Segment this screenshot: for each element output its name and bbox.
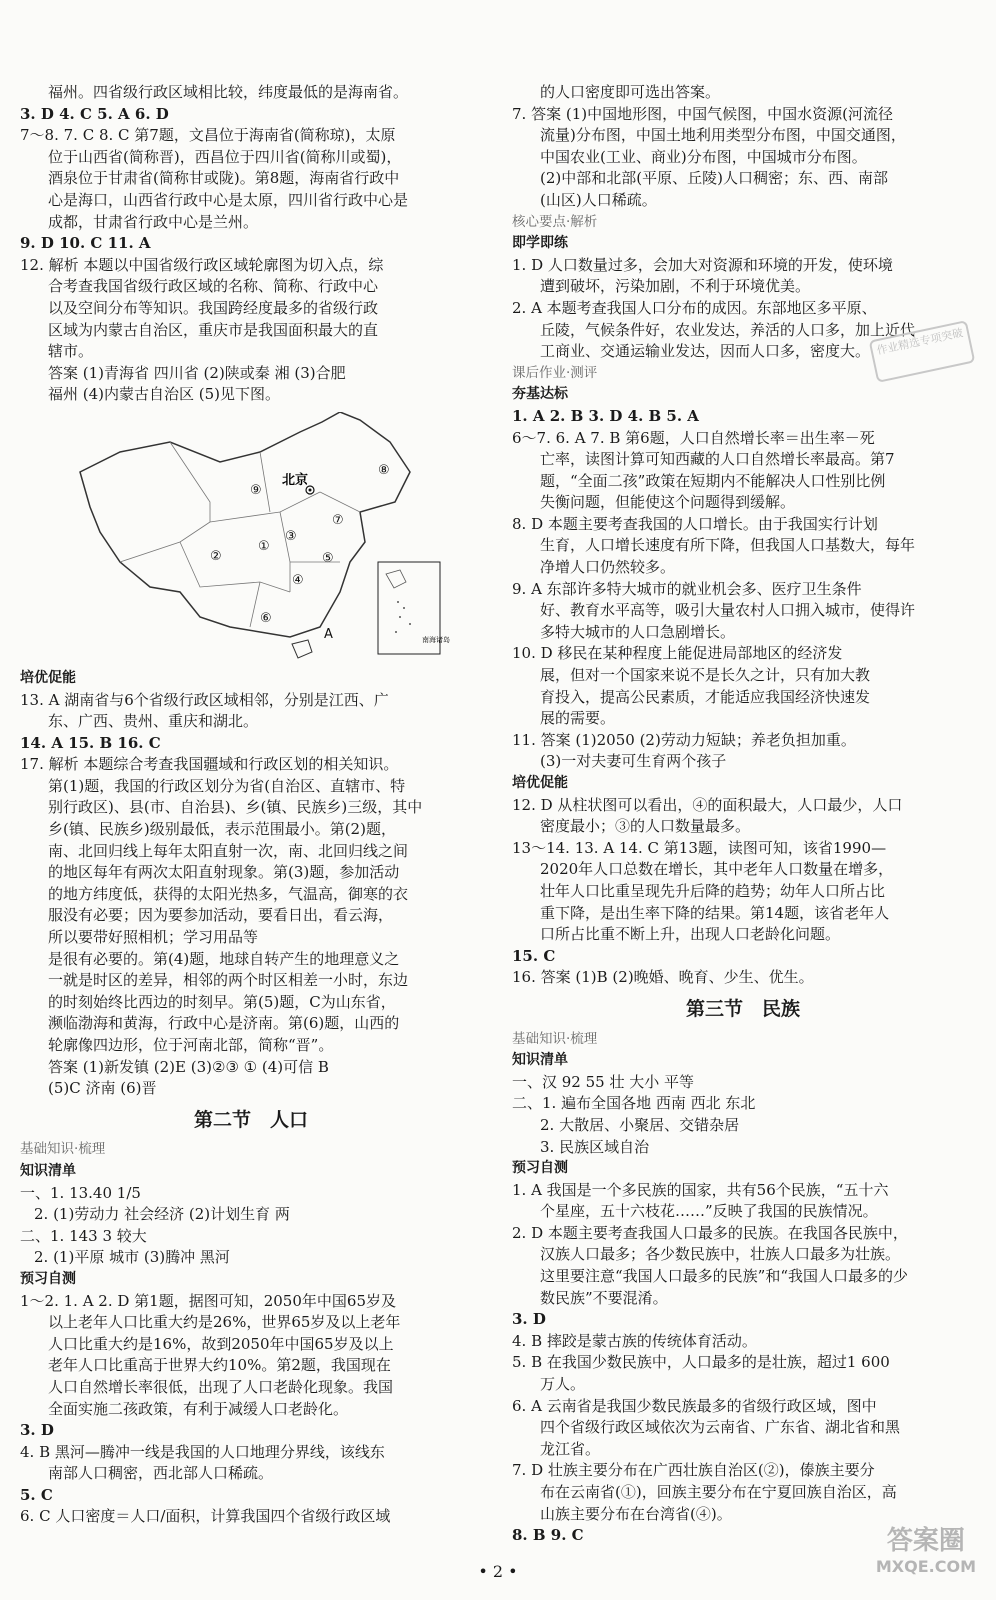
text-line: 9. A 东部许多特大城市的就业机会多、医疗卫生条件: [512, 579, 862, 598]
text-line: 区域为内蒙古自治区，重庆市是我国面积最大的直: [48, 320, 379, 339]
text-line: 二、1. 遍布全国各地 西南 西北 东北: [512, 1094, 756, 1113]
text-line: 4. B 摔跤是蒙古族的传统体育活动。: [512, 1331, 757, 1350]
text-line: 12. 解析 本题以中国省级行政区域轮廓图为切入点，综: [20, 255, 384, 274]
text-line: 11. 答案 (1)2050 (2)劳动力短缺；养老负担加重。: [512, 730, 856, 749]
text-line: 育投入，提高公民素质，才能适应我国经济快速发: [540, 687, 871, 706]
text-line: 基础知识·梳理: [512, 1030, 598, 1047]
text-line: 6. C 人口密度＝人口/面积，计算我国四个省级行政区域: [20, 1507, 391, 1526]
china-map: [20, 412, 482, 664]
text-line: (2)中部和北部(平原、丘陵)人口稠密；东、西、南部: [540, 169, 888, 188]
map-num-8: ⑧: [378, 462, 390, 478]
text-line: 布在云南省(①)，回族主要分布在宁夏回族自治区，高: [540, 1483, 897, 1501]
map-num-5: ⑤: [322, 550, 334, 566]
text-line: 1. D 人口数量过多，会加大对资源和环境的开发，使环境: [512, 255, 893, 274]
text-line: 位于山西省(简称晋)，西昌位于四川省(简称川或蜀)，: [48, 147, 402, 166]
text-line: 8. D 本题主要考查我国的人口增长。由于我国实行计划: [512, 514, 878, 533]
text-line: 以及空间分布等知识。我国跨经度最多的省级行政: [48, 298, 379, 317]
text-line: 2. D 本题主要考查我国人口最多的民族。在我国各民族中，: [512, 1223, 908, 1242]
text-line: 基础知识·梳理: [20, 1141, 106, 1158]
text-line: 乡(镇、民族乡)级别最低，表示范围最小。第(2)题，: [48, 820, 396, 839]
text-line: 南部人口稠密，西北部人口稀疏。: [48, 1464, 274, 1483]
text-line: 2. (1)劳动力 社会经济 (2)计划生育 两: [34, 1205, 290, 1224]
text-line: 3. D 4. C 5. A 6. D: [20, 104, 169, 123]
watermark-line2: MXQE.COM: [875, 1557, 976, 1576]
text-line: 即学即练: [512, 235, 568, 252]
watermark-logo: [876, 1528, 976, 1580]
text-line: 13～14. 13. A 14. C 第13题，读图可知，该省1990—: [512, 838, 887, 857]
text-line: 7. D 壮族主要分布在广西壮族自治区(②)，傣族主要分: [512, 1461, 875, 1480]
text-line: 知识清单: [512, 1052, 568, 1069]
text-line: 汉族人口最多；各少数民族中，壮族人口最多为壮族。: [540, 1245, 901, 1264]
text-line: 2. (1)平原 城市 (3)腾冲 黑河: [34, 1248, 230, 1267]
text-line: 一、汉 92 55 壮 大小 平等: [512, 1072, 695, 1091]
left-lines-b: [20, 668, 482, 1100]
text-line: 失衡问题，但能使这个问题得到缓解。: [540, 493, 796, 512]
text-line: 生育，人口增长速度有所下降，但我国人口基数大，每年: [540, 536, 916, 555]
text-line: (山区)人口稀疏。: [540, 190, 657, 209]
section-title-ethnicity: 第三节 民族: [685, 997, 800, 1020]
text-line: 3. 民族区域自治: [540, 1137, 650, 1156]
text-line: 遭到破坏，污染加剧，不利于环境优美。: [540, 277, 811, 296]
right-column: [512, 82, 974, 1547]
text-line: 濒临渤海和黄海，行政中心是济南。第(6)题，山西的: [48, 1014, 400, 1033]
text-line: 12. D 从柱状图可以看出，④的面积最大，人口最少，人口: [512, 795, 903, 814]
text-line: 2. A 本题考查我国人口分布的成因。东部地区多平原、: [512, 298, 877, 317]
map-num-3: ③: [285, 528, 297, 544]
text-line: 答案 (1)新发镇 (2)E (3)②③ ① (4)可信 B: [48, 1057, 329, 1076]
text-line: 1. A 2. B 3. D 4. B 5. A: [512, 406, 699, 425]
map-point-a: A: [324, 626, 333, 642]
text-line: 是很有必要的。第(4)题，地球自转产生的地理意义之: [48, 949, 400, 968]
text-line: 重下降，是出生率下降的结果。第14题，该省老年人: [540, 903, 890, 922]
text-line: 龙江省。: [540, 1439, 601, 1458]
map-num-7: ⑦: [332, 512, 344, 528]
text-line: 10. D 移民在某种程度上能促进局部地区的经济发: [512, 644, 843, 663]
text-line: 7～8. 7. C 8. C 第7题，文昌位于海南省(简称琼)，太原: [20, 126, 396, 145]
text-line: 这里要注意“我国人口最多的民族”和“我国人口最多的少: [540, 1267, 909, 1286]
map-num-4: ④: [292, 572, 304, 588]
map-label-beijing: 北京: [282, 471, 309, 487]
text-line: 8. B 9. C: [512, 1526, 584, 1545]
text-line: 中国农业(工业、商业)分布图，中国城市分布图。: [540, 147, 867, 166]
text-line: 的地区每年有两次太阳直射现象。第(3)题，参加活动: [48, 863, 400, 882]
text-line: 展的需要。: [540, 709, 616, 728]
text-line: 4. B 黑河—腾冲一线是我国的人口地理分界线，该线东: [20, 1442, 385, 1461]
left-column: [20, 82, 482, 1528]
text-line: 轮廓像四边形，位于河南北部，简称“晋”。: [48, 1036, 334, 1054]
text-line: (5)C 济南 (6)晋: [48, 1079, 157, 1098]
map-num-9: ⑨: [250, 482, 262, 498]
text-line: 山族主要分布在台湾省(④)。: [540, 1504, 732, 1523]
text-line: 培优促能: [20, 669, 76, 686]
text-line: 2. 大散居、小聚居、交错杂居: [540, 1115, 740, 1134]
text-line: 的人口密度即可选出答案。: [540, 83, 721, 101]
text-line: 一就是时区的差异，相邻的两个时区相差一小时，东边: [48, 971, 409, 990]
text-line: (3)一对夫妻可生育两个孩子: [540, 752, 727, 771]
text-line: 福州。四省级行政区域相比较，纬度最低的是海南省。: [48, 83, 409, 101]
text-line: 第(1)题，我国的行政区划分为省(自治区、直辖市、特: [48, 776, 406, 795]
text-line: 展，但对一个国家来说不是长久之计，只有加大教: [540, 666, 871, 685]
text-line: 夯基达标: [512, 386, 568, 403]
text-line: 6. A 云南省是我国少数民族最多的省级行政区域，图中: [512, 1396, 877, 1415]
text-line: 课后作业·测评: [512, 364, 598, 381]
china-province-map: [60, 412, 460, 660]
text-line: 16. 答案 (1)B (2)晚婚、晚育、少生、优生。: [512, 968, 814, 987]
page-number: • 2 •: [478, 1562, 518, 1581]
text-line: 数民族”不要混淆。: [540, 1288, 668, 1307]
text-line: 个星座，五十六枝花……”反映了我国的民族情况。: [540, 1202, 878, 1221]
right-lines-a: [512, 82, 974, 989]
text-line: 5. C: [20, 1485, 53, 1504]
map-num-6: ⑥: [260, 610, 272, 626]
text-line: 所以要带好照相机；学习用品等: [48, 928, 259, 947]
text-line: 3. D: [512, 1310, 546, 1329]
text-line: 全面实施二孩政策，有利于减缓人口老龄化。: [48, 1399, 349, 1418]
map-number-labels: [210, 463, 390, 642]
text-line: 福州 (4)内蒙古自治区 (5)见下图。: [48, 385, 281, 404]
text-line: 密度最小；③的人口数量最多。: [540, 817, 751, 836]
text-line: 壮年人口比重呈现先升后降的趋势；幼年人口所占比: [540, 881, 886, 900]
text-line: 3. D: [20, 1421, 54, 1440]
text-line: 1～2. 1. A 2. D 第1题，据图可知，2050年中国65岁及: [20, 1291, 396, 1310]
text-line: 合考查我国省级行政区域的名称、简称、行政中心: [48, 277, 379, 296]
text-line: 预习自测: [512, 1160, 568, 1177]
text-line: 知识清单: [20, 1162, 76, 1179]
text-line: 2020年人口总数在增长，其中老年人口数量在增多，: [540, 860, 894, 879]
text-line: 心是海口，山西省行政中心是太原，四川省行政中心是: [48, 190, 409, 209]
text-line: 预习自测: [20, 1270, 76, 1287]
section-title-population: 第二节 人口: [193, 1108, 308, 1131]
text-line: 丘陵，气候条件好，农业发达，养活的人口多，加上近代: [540, 320, 916, 339]
text-line: 口所占比重不断上升，出现人口老龄化问题。: [540, 925, 841, 944]
text-line: 成都，甘肃省行政中心是兰州。: [48, 212, 259, 231]
text-line: 老年人口比重高于世界大约10%。第2题，我国现在: [48, 1356, 391, 1375]
watermark-line1: 答案圈: [886, 1526, 965, 1556]
text-line: 好、教育水平高等，吸引大量农村人口拥入城市，使得许: [540, 601, 916, 620]
text-line: 服没有必要；因为要参加活动，要看日出，看云海，: [48, 906, 394, 925]
text-line: 以上老年人口比重大约是26%，世界65岁及以上老年: [48, 1313, 401, 1332]
map-num-1: ①: [258, 538, 270, 554]
text-line: 14. A 15. B 16. C: [20, 733, 161, 752]
text-line: 题，“全面二孩”政策在短期内不能解决人口性别比例: [540, 471, 886, 490]
left-lines-a: [20, 82, 482, 406]
text-line: 亡率，读图计算可知西藏的人口自然增长率最高。第7: [540, 450, 895, 469]
text-line: 四个省级行政区域依次为云南省、广东省、湖北省和黑: [540, 1418, 901, 1437]
text-line: 的时刻始终比西边的时刻早。第(5)题，C为山东省，: [48, 992, 396, 1011]
text-line: 17. 解析 本题综合考查我国疆域和行政区划的相关知识。: [20, 755, 399, 774]
text-line: 7. 答案 (1)中国地形图，中国气候图，中国水资源(河流径: [512, 104, 893, 123]
map-inset-label: 南海诸岛: [422, 635, 450, 644]
text-line: 南、北回归线上每年太阳直射一次，南、北回归线之间: [48, 841, 409, 860]
text-line: 6～7. 6. A 7. B 第6题，人口自然增长率＝出生率－死: [512, 428, 875, 447]
stamp-overlay: 作业精选专项突破: [869, 320, 976, 383]
text-line: 1. A 我国是一个多民族的国家，共有56个民族，“五十六: [512, 1180, 889, 1199]
text-line: 13. A 湖南省与6个省级行政区域相邻，分别是江西、广: [20, 690, 389, 709]
left-lines-c: [20, 1139, 482, 1528]
text-line: 一、1. 13.40 1/5: [20, 1183, 141, 1202]
text-line: 东、广西、贵州、重庆和湖北。: [48, 712, 259, 731]
text-line: 净增人口仍然较多。: [540, 558, 676, 577]
text-line: 人口比重大约是16%，故到2050年中国65岁及以上: [48, 1334, 394, 1353]
text-line: 多特大城市的人口急剧增长。: [540, 622, 736, 641]
text-line: 辖市。: [48, 342, 94, 361]
text-line: 别行政区)、县(市、自治县)、乡(镇、民族乡)三级，其中: [48, 798, 423, 817]
map-num-2: ②: [210, 548, 222, 564]
text-line: 培优促能: [512, 775, 568, 791]
text-line: 工商业、交通运输业发达，因而人口多，密度大。: [540, 342, 871, 361]
text-line: 15. C: [512, 946, 556, 965]
text-line: 核心要点·解析: [512, 213, 598, 230]
text-line: 万人。: [540, 1375, 586, 1394]
text-line: 酒泉位于甘肃省(简称甘或陇)。第8题，海南省行政中: [48, 169, 400, 188]
text-line: 流量)分布图，中国土地利用类型分布图，中国交通图，: [540, 126, 906, 145]
text-line: 9. D 10. C 11. A: [20, 234, 151, 253]
text-line: 二、1. 143 3 较大: [20, 1226, 147, 1245]
text-line: 5. B 在我国少数民族中，人口最多的是壮族，超过1 600: [512, 1353, 890, 1372]
text-line: 的地方纬度低，获得的太阳光热多，气温高，御寒的衣: [48, 884, 409, 903]
text-line: 答案 (1)青海省 四川省 (2)陕或秦 湘 (3)合肥: [48, 363, 346, 382]
right-lines-b: [512, 1029, 974, 1547]
text-line: 人口自然增长率很低，出现了人口老龄化现象。我国: [48, 1377, 394, 1396]
